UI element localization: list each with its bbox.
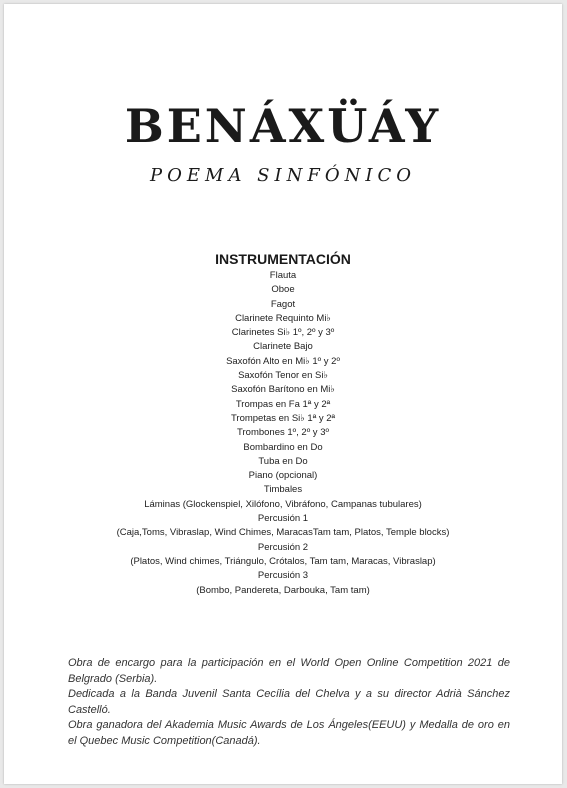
dedication-notes	[68, 656, 510, 749]
instrument-item: Piano (opcional)	[248, 470, 318, 482]
instrument-item: Clarinete Bajo	[253, 341, 313, 353]
instrument-item: Percusión 2	[257, 541, 309, 553]
instrument-item: (Caja,Toms, Vibraslap, Wind Chimes, MaracasTam tam, Platos, Temple blocks)	[116, 527, 450, 539]
instrument-item: Oboe	[271, 284, 295, 296]
instrument-item: (Bombo, Pandereta, Darbouka, Tam tam)	[196, 584, 370, 596]
work-title: BENÁXÜÁY	[124, 99, 442, 153]
instrument-item: Saxofón Tenor en Si♭	[238, 370, 328, 382]
instrument-item: (Platos, Wind chimes, Triángulo, Crótalos, Tam tam, Maracas, Vibraslap)	[130, 555, 436, 567]
dedication-note: Dedicada a la Banda Juvenil Santa Cecília del Chelva y a su director Adrià Sánchez Castelló.	[68, 688, 510, 716]
instrument-item: Tuba en Do	[258, 455, 308, 467]
instrument-item: Timbales	[263, 484, 303, 496]
instrument-list	[4, 269, 562, 598]
work-subtitle: POEMA SINFÓNICO	[150, 165, 416, 186]
award-note: Obra ganadora del Akademia Music Awards de Los Ángeles(EEUU) y Medalla de oro en el Quebec Music Competition(Canadá).	[68, 719, 510, 747]
instrumentation-heading: INSTRUMENTACIÓN	[215, 251, 351, 267]
instrument-item: Trompetas en Si♭ 1ª y 2ª	[230, 412, 336, 424]
instrument-item: Flauta	[269, 270, 297, 281]
instrument-item: Percusión 3	[257, 570, 309, 582]
instrument-item: Fagot	[270, 298, 296, 310]
instrument-item: Percusión 1	[257, 513, 309, 525]
instrument-item: Láminas (Glockenspiel, Xilófono, Vibráfono, Campanas tubulares)	[144, 498, 422, 510]
instrument-item: Saxofón Alto en Mi♭ 1º y 2º	[226, 355, 340, 367]
instrument-item: Trompas en Fa 1ª y 2ª	[235, 398, 331, 410]
instrument-item: Clarinetes Si♭ 1º, 2º y 3º	[231, 327, 335, 339]
score-page	[4, 4, 562, 784]
instrument-item: Saxofón Barítono en Mi♭	[231, 384, 335, 396]
instrument-item: Trombones 1º, 2º y 3º	[237, 427, 329, 439]
instrument-item: Clarinete Requinto Mi♭	[235, 312, 331, 324]
commission-note: Obra de encargo para la participación en el World Open Online Competition 2021 de Belgrado (Serbia).	[68, 657, 510, 685]
instrument-item: Bombardino en Do	[243, 441, 323, 453]
